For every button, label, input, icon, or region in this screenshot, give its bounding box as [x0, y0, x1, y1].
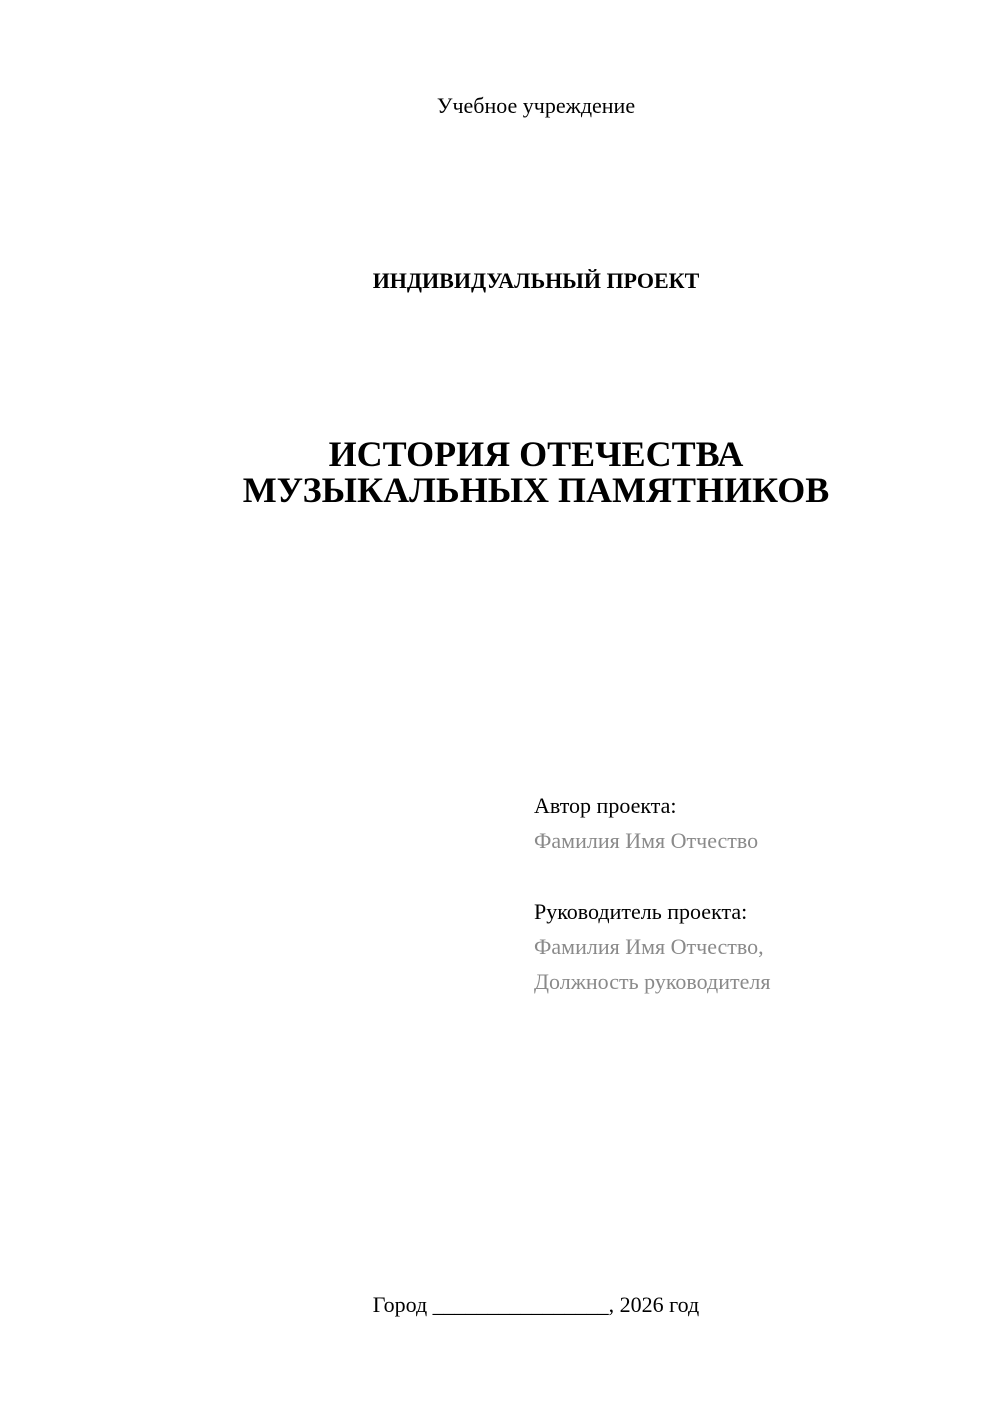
- supervisor-name: Фамилия Имя Отчество,: [534, 934, 764, 959]
- supervisor-position: Должность руководителя: [534, 969, 771, 994]
- author-label: Автор проекта:: [534, 793, 677, 818]
- project-title-line-1: ИСТОРИЯ ОТЕЧЕСТВА: [328, 434, 744, 474]
- project-info-block: [534, 788, 974, 999]
- institution-name: Учебное учреждение: [436, 93, 636, 118]
- city-year-footer: Город ________________, 2026 год: [372, 1292, 700, 1317]
- author-name: Фамилия Имя Отчество: [534, 828, 759, 853]
- project-title-line-2: МУЗЫКАЛЬНЫХ ПАМЯТНИКОВ: [242, 470, 830, 510]
- info-spacer: [534, 858, 974, 894]
- supervisor-label: Руководитель проекта:: [534, 899, 748, 924]
- project-type-heading: ИНДИВИДУАЛЬНЫЙ ПРОЕКТ: [372, 268, 700, 293]
- project-title: [0, 436, 1000, 508]
